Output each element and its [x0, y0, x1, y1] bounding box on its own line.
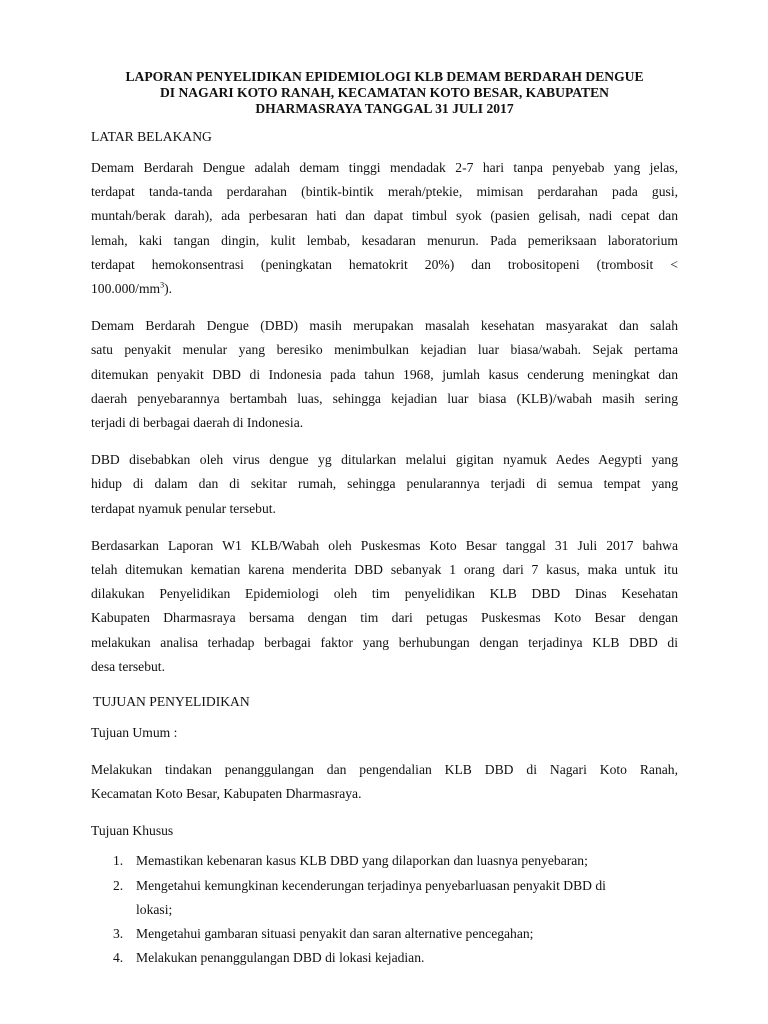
paragraph-1: [91, 156, 678, 301]
platelet-value: 100.000/mm: [91, 281, 161, 297]
title-line: DHARMASRAYA TANGGAL 31 JULI 2017: [255, 101, 514, 116]
paragraph-line: Demam Berdarah Dengue adalah demam tinggi mendadak 2-7 hari tanpa penyebab yang jelas,: [91, 160, 678, 175]
paragraph-line: muntah/berak darah), ada perbesaran hati dan dapat timbul syok (pasien gelisah, nadi cepat dan: [91, 208, 678, 224]
tujuan-umum-label: Tujuan Umum :: [91, 725, 178, 741]
tujuan-khusus-list: [91, 849, 678, 970]
list-item-text: Memastikan kebenaran kasus KLB DBD yang dilaporkan dan luasnya penyebaran;: [136, 853, 588, 869]
paragraph-line: terdapat hemokonsentrasi (peningkatan hematokrit 20%) dan trobositopeni (trombosit <: [91, 256, 678, 272]
paragraph-4: [91, 534, 678, 679]
section-heading-tujuan-penyelidikan: TUJUAN PENYELIDIKAN: [93, 694, 250, 710]
list-item: [91, 946, 678, 970]
document-body: [91, 69, 678, 970]
paragraph-line: dilakukan Penyelidikan Epidemiologi oleh tim penyelidikan KLB DBD Dinas Kesehatan: [91, 586, 678, 602]
list-item-number: 1.: [113, 853, 124, 869]
paragraph-line: telah ditemukan kematian karena menderita DBD sebanyak 1 orang dari 7 kasus, maka untuk itu: [91, 562, 678, 578]
list-item-number: 2.: [113, 877, 124, 893]
title-line: LAPORAN PENYELIDIKAN EPIDEMIOLOGI KLB DEMAM BERDARAH DENGUE: [125, 69, 644, 84]
list-item-text: Mengetahui gambaran situasi penyakit dan saran alternative pencegahan;: [136, 926, 534, 942]
tujuan-khusus-label: Tujuan Khusus: [91, 823, 174, 839]
paragraph-line: Kabupaten Dharmasraya bersama dengan tim dari petugas Puskesmas Koto Besar dengan: [91, 610, 678, 626]
paragraph-line: lemah, kaki tangan dingin, kulit lembab, kesadaran menurun. Pada pemeriksaan laboratorium: [91, 232, 678, 248]
paragraph-line: hidup di dalam dan di sekitar rumah, sehingga penularannya terjadi di semua tempat yang: [91, 476, 678, 492]
list-item-number: 3.: [113, 926, 124, 942]
list-item: [91, 849, 678, 873]
closing-text: ).: [164, 281, 173, 297]
list-item-text: Melakukan penanggulangan DBD di lokasi kejadian.: [136, 950, 425, 966]
paragraph-line: melakukan analisa terhadap berbagai faktor yang berhubungan dengan terjadinya KLB DBD di: [91, 634, 678, 650]
list-item-number: 4.: [113, 950, 124, 966]
list-item: [91, 922, 678, 946]
paragraph-2: [91, 314, 678, 435]
paragraph-line: ditemukan penyakit DBD di Indonesia pada tahun 1968, jumlah kasus cenderung meningkat dan: [91, 366, 678, 382]
paragraph-line: satu penyakit menular yang beresiko menimbulkan kejadian luar biasa/wabah. Sejak pertama: [91, 342, 678, 358]
title-line: DI NAGARI KOTO RANAH, KECAMATAN KOTO BESAR, KABUPATEN: [159, 85, 609, 100]
list-item-text: lokasi;: [136, 901, 173, 917]
document-title: [91, 69, 678, 117]
paragraph-line: [91, 277, 678, 301]
paragraph-line: desa tersebut.: [91, 658, 165, 674]
section-heading-latar-belakang: LATAR BELAKANG: [91, 129, 212, 144]
tujuan-umum-text: [91, 758, 678, 806]
paragraph-line: daerah penyebarannya bertambah luas, sehingga kejadian luar biasa (KLB)/wabah masih sering: [91, 390, 678, 406]
paragraph-line: terjadi di berbagai daerah di Indonesia.: [91, 415, 304, 431]
paragraph-3: [91, 448, 678, 521]
paragraph-line: Kecamatan Koto Besar, Kabupaten Dharmasraya.: [91, 786, 362, 802]
paragraph-line: terdapat tanda-tanda perdarahan (bintik-bintik merah/ptekie, mimisan perdarahan pada gusi,: [91, 184, 678, 200]
paragraph-line: Berdasarkan Laporan W1 KLB/Wabah oleh Puskesmas Koto Besar tanggal 31 Juli 2017 bahwa: [91, 537, 678, 553]
list-item-text: Mengetahui kemungkinan kecenderungan terjadinya penyebarluasan penyakit DBD di: [136, 877, 606, 893]
paragraph-line: terdapat nyamuk penular tersebut.: [91, 500, 276, 516]
paragraph-line: Melakukan tindakan penanggulangan dan pengendalian KLB DBD di Nagari Koto Ranah,: [91, 762, 678, 778]
list-item: [91, 874, 678, 922]
paragraph-line: Demam Berdarah Dengue (DBD) masih merupakan masalah kesehatan masyarakat dan salah: [91, 318, 678, 334]
paragraph-line: DBD disebabkan oleh virus dengue yg ditularkan melalui gigitan nyamuk Aedes Aegypti yang: [91, 452, 678, 468]
superscript: 3: [160, 280, 165, 290]
